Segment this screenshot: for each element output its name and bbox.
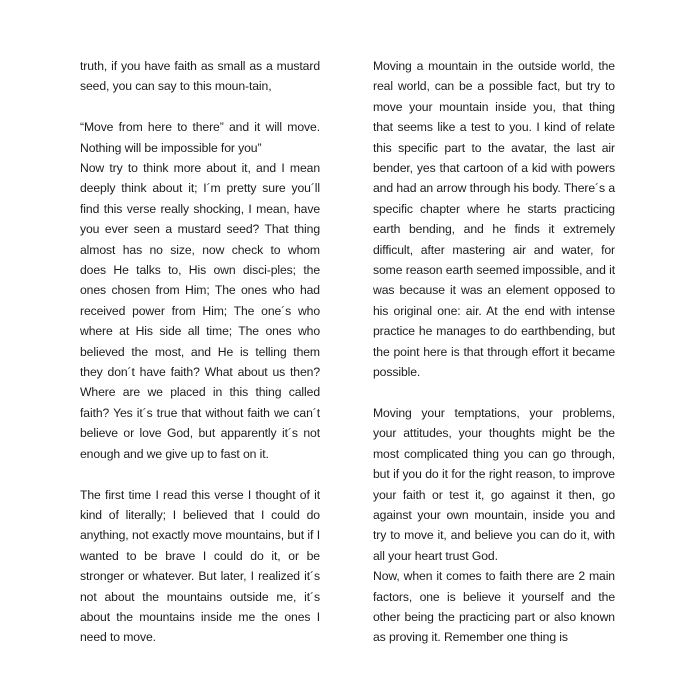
- paragraph: Moving your temptations, your problems, your attitudes, your thoughts might be the most complicated thing you can go through, but if you do it for the right reason, to improve your faith or test it, go against it then, go against your own mountain, inside you and try to move it, and believe you can do it, with all your heart trust God.: [373, 405, 615, 563]
- paragraph: Moving a mountain in the outside world, the real world, can be a possible fact, but try to move your mountain inside you, that thing that seems like a test to you. I kind of relate this specific part to the avatar, the last air bender, yes that cartoon of a kid with powers and had an arrow through his body. There´s a specific chapter where he starts practicing earth bending, and he finds it extremely difficult, after mastering air and water, for some reason earth seemed impossible, and it was because it was an element opposed to his original one: air. At the end with intense practice he manages to do earthbending, but the point here is that through effort it became possible.: [373, 59, 615, 380]
- paragraph: Now, when it comes to faith there are 2 main factors, one is believe it yourself and the other being the practicing part or also known as proving it. Remember one thing is: [373, 569, 615, 645]
- paragraph: Now try to think more about it, and I mean deeply think about it; I´m pretty sure you´ll find this verse really shocking, I mean, have you ever seen a mustard seed? That thing almost has no size, now check to whom does He talks to, His own disci-ples; the ones chosen from Him; The ones who had received power from Him; The one´s who where at His side all time; The ones who believed the most, and He is telling them they don´t have faith? What about us then? Where are we placed in this thing called faith? Yes it´s true that without faith we can´t believe or love God, but apparently it´s not enough and we give up to fast on it.: [80, 161, 320, 461]
- paragraph-gap: [80, 97, 320, 117]
- paragraph-gap: [80, 464, 320, 484]
- left-column: [80, 56, 320, 648]
- right-column: [373, 56, 615, 648]
- paragraph: The first time I read this verse I thought of it kind of literally; I believed that I could do anything, not exactly move mountains, but if I wanted to be brave I could do it, or be stronger or whatever. But later, I realized it´s not about the mountains outside me, it´s about the mountains inside me the ones I need to move.: [80, 487, 320, 645]
- paragraph: truth, if you have faith as small as a mustard seed, you can say to this moun-tain,: [80, 59, 320, 94]
- paragraph: “Move from here to there” and it will move. Nothing will be impossible for you”: [80, 120, 320, 155]
- paragraph-gap: [373, 383, 615, 403]
